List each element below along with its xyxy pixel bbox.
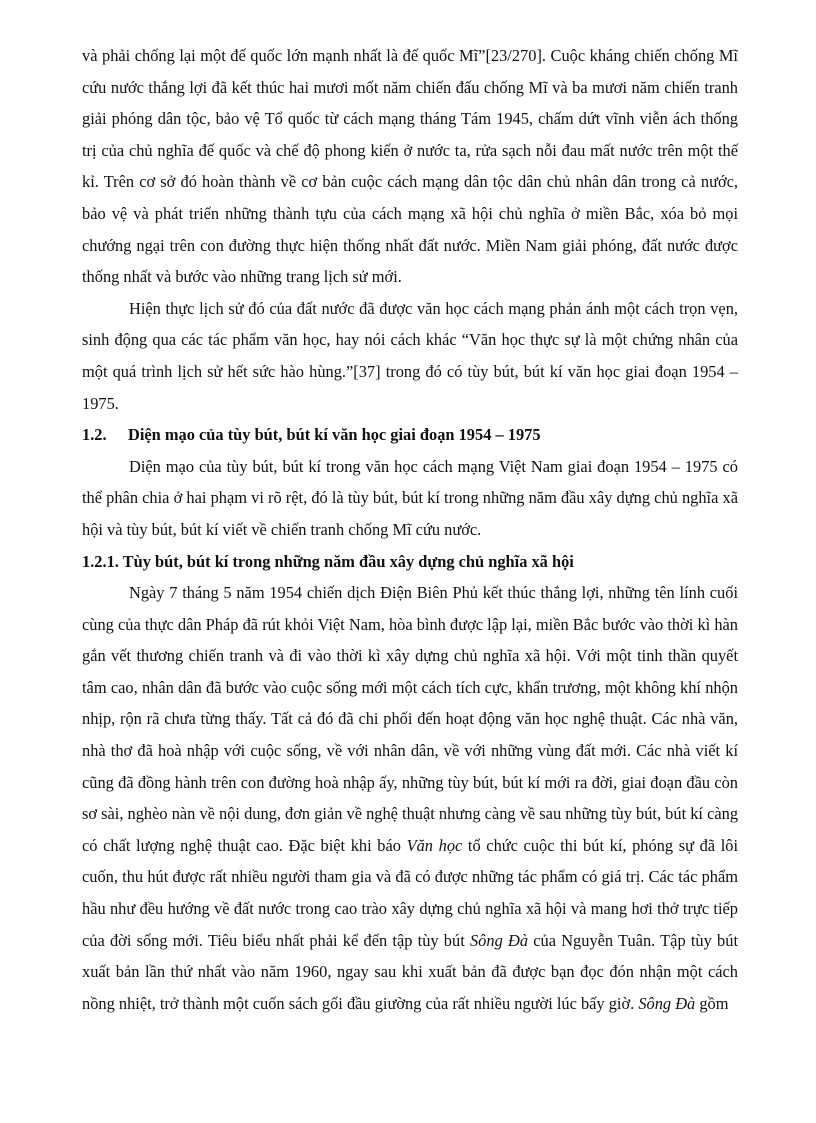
text-run: tổ chức cuộc thi bút kí, phóng sự đã lôi cuốn, thu hút được rất nhiều người tham gia và đã có được những tác phẩm có giá trị. Các tác phẩm hầu như đều hướng về đất nước trong cao trào xây dựng chủ nghĩa xã hội và mang hơi thở trực tiếp của đời sống mới. Tiêu biểu nhất phải kể đến tập tùy bút — [82, 835, 738, 950]
paragraph-overview: Diện mạo của tùy bút, bút kí trong văn học cách mạng Việt Nam giai đoạn 1954 – 1975 có thể phân chia ở hai phạm vi rõ rệt, đó là tùy bút, bút kí trong những năm đầu xây dựng chủ nghĩa xã hội và tùy bút, bút kí viết về chiến tranh chống Mĩ cứu nước. — [82, 456, 738, 539]
italic-title-song-da: Sông Đà — [469, 930, 529, 950]
paragraph-context: và phải chống lại một đế quốc lớn mạnh nhất là đế quốc Mĩ”[23/270]. Cuộc kháng chiến chống Mĩ cứu nước thắng lợi đã kết thúc hai mươi mốt năm chiến đấu chống Mĩ và ba mươi năm chiến tranh giải phóng dân tộc, bảo vệ Tổ quốc từ cách mạng tháng Tám 1945, chấm dứt vĩnh viễn ách thống trị của chủ nghĩa đế quốc và chế độ phong kiến ở nước ta, rửa sạch nỗi đau mất nước trên một thế kỉ. Trên cơ sở đó hoàn thành về cơ bản cuộc cách mạng dân tộc dân chủ nhân dân trong cả nước, bảo vệ và phát triển những thành tựu của cách mạng xã hội chủ nghĩa ở miền Bắc, xóa bỏ mọi chướng ngại trên con đường thực hiện thống nhất đất nước. Miền Nam giải phóng, đất nước được thống nhất và bước vào những trang lịch sử mới. — [82, 46, 738, 287]
text-run: gồm — [695, 993, 729, 1013]
text-run: Ngày 7 tháng 5 năm 1954 chiến dịch Điện Biên Phủ kết thúc thắng lợi, những tên lính cuối cùng của thực dân Pháp đã rút khỏi Việt Nam, hòa bình được lập lại, miền Bắc bước vào thời kì hàn gắn vết thương chiến tranh và đi vào thời kì xây dựng chủ nghĩa xã hội. Với một tinh thần quyết tâm cao, nhân dân đã bước vào cuộc sống mới một cách tích cực, khẩn trương, một không khí nhộn nhịp, rộn rã chưa từng thấy. Tất cả đó đã chi phối đến hoạt động văn học nghệ thuật. Các nhà văn, nhà thơ đã hoà nhập với cuộc sống, về với nhân dân, về với những vùng đất mới. Các nhà viết kí cũng đã đồng hành trên con đường hoà nhập ấy, những tùy bút, bút kí mới ra đời, giai đoạn đầu còn sơ sài, nghèo nàn về nội dung, đơn giản về nghệ thuật nhưng càng về sau những tùy bút, bút kí càng có chất lượng nghệ thuật cao. Đặc biệt khi báo — [82, 583, 739, 855]
paragraph-early-socialism — [82, 577, 738, 1019]
document-page — [82, 40, 738, 1019]
paragraph-historical-reality: Hiện thực lịch sử đó của đất nước đã được văn học cách mạng phản ánh một cách trọn vẹn, sinh động qua các tác phẩm văn học, hay nói cách khác “Văn học thực sự là một chứng nhân của một quá trình lịch sử hết sức hào hùng.”[37] trong đó có tùy bút, bút kí văn học giai đoạn 1954 – 1975. — [82, 298, 738, 413]
subsection-heading-1-2-1: 1.2.1. Tùy bút, bút kí trong những năm đầu xây dựng chủ nghĩa xã hội — [82, 551, 574, 571]
section-heading-1-2 — [82, 419, 738, 451]
section-number: 1.2. — [82, 425, 107, 445]
text-run: của Nguyễn Tuân. Tập tùy bút xuất bản lần thứ nhất vào năm 1960, ngay sau khi xuất bản đã được bạn đọc đón nhận một cách nồng nhiệt, trở thành một cuốn sách gối đầu giường của rất nhiều người lúc bấy giờ. — [82, 930, 738, 1013]
section-title: Diện mạo của tùy bút, bút kí văn học giai đoạn 1954 – 1975 — [128, 425, 541, 445]
italic-title-van-hoc: Văn học — [406, 835, 463, 855]
italic-title-song-da: Sông Đà — [638, 993, 696, 1013]
